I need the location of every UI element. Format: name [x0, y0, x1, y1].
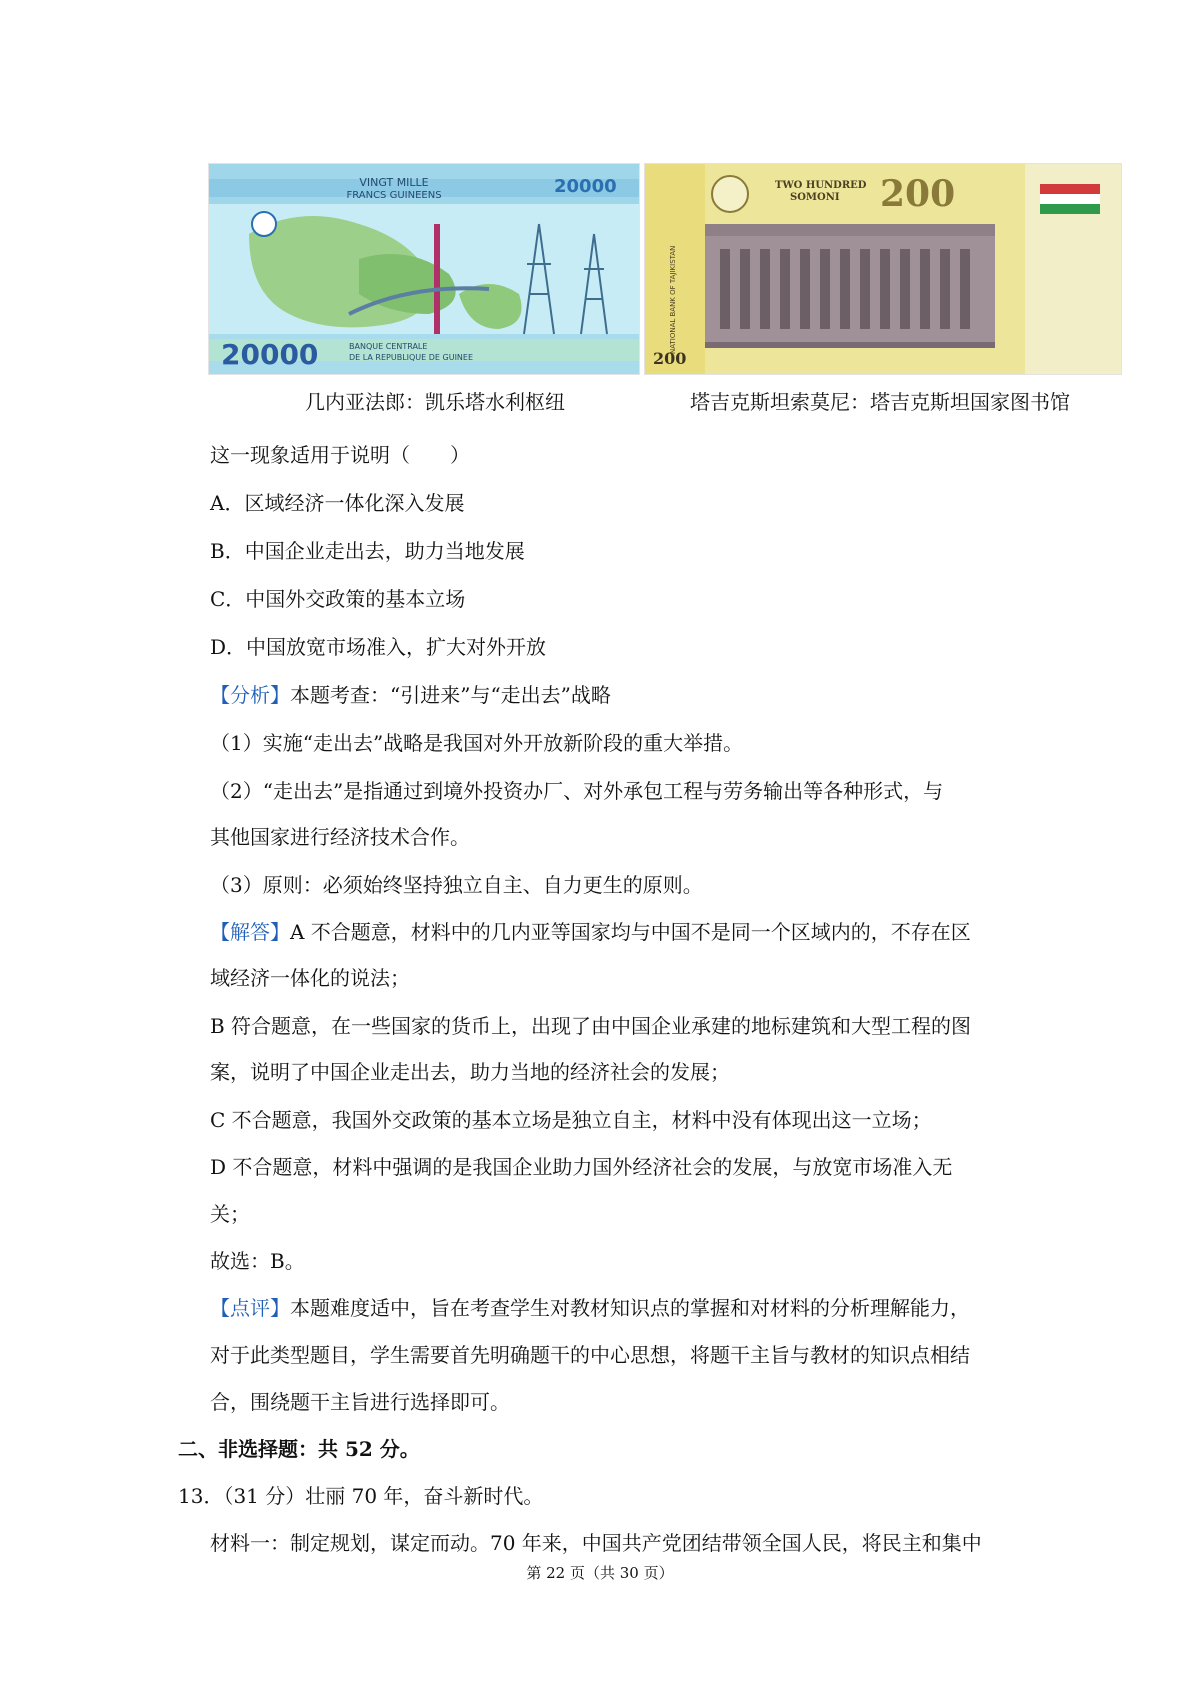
question-prompt: 这一现象适用于说明（ ） — [210, 443, 470, 467]
question-13-material: 材料一：制定规划，谋定而动。70 年来，中国共产党团结带领全国人民，将民主和集中 — [210, 1531, 982, 1555]
comment-line-2: 合，围绕题干主旨进行选择即可。 — [210, 1390, 510, 1414]
answer-tag: 【解答】 — [210, 920, 290, 944]
guinea-banknote-drawing — [209, 164, 639, 374]
answer-line-5: D 不合题意，材料中强调的是我国企业助力国外经济社会的发展，与放宽市场准入无 — [210, 1155, 953, 1179]
comment-tag: 【点评】 — [210, 1296, 290, 1320]
guinea-value-top: 20000 — [554, 176, 617, 197]
answer-line-7: 故选：B。 — [210, 1249, 305, 1273]
tajikistan-banknote-image — [644, 163, 1122, 375]
tajik-value-top: 200 — [880, 173, 956, 215]
answer-heading — [210, 918, 971, 946]
analysis-point-2: （2）“走出去”是指通过到境外投资办厂、对外承包工程与劳务输出等各种形式，与 — [210, 779, 944, 803]
answer-first: A 不合题意，材料中的几内亚等国家均与中国不是同一个区域内的，不存在区 — [290, 920, 971, 944]
option-b: B．中国企业走出去，助力当地发展 — [210, 539, 525, 563]
option-c: C．中国外交政策的基本立场 — [210, 587, 466, 611]
guinea-caption: 几内亚法郎：凯乐塔水利枢纽 — [305, 390, 565, 414]
answer-line-3: 案，说明了中国企业走出去，助力当地的经济社会的发展； — [210, 1060, 730, 1084]
option-a: A．区域经济一体化深入发展 — [210, 491, 465, 515]
analysis-point-2-cont: 其他国家进行经济技术合作。 — [210, 825, 470, 849]
comment-first: 本题难度适中，旨在考查学生对教材知识点的掌握和对材料的分析理解能力， — [290, 1296, 970, 1320]
guinea-value-bottom: 20000 — [221, 338, 319, 371]
tajik-side-text: NATIONAL BANK OF TAJIKISTAN — [669, 245, 677, 354]
analysis-point-1: （1）实施“走出去”战略是我国对外开放新阶段的重大举措。 — [210, 731, 744, 755]
question-13-title: 13．（31 分）壮丽 70 年，奋斗新时代。 — [178, 1484, 544, 1508]
answer-line-4: C 不合题意，我国外交政策的基本立场是独立自主，材料中没有体现出这一立场； — [210, 1108, 932, 1132]
analysis-tag: 【分析】 — [210, 683, 290, 707]
answer-line-2: B 符合题意，在一些国家的货币上，出现了由中国企业承建的地标建筑和大型工程的图 — [210, 1014, 972, 1038]
guinea-bank-2: DE LA REPUBLIQUE DE GUINEE — [349, 353, 474, 362]
page-footer: 第 22 页（共 30 页） — [526, 1564, 674, 1582]
comment-line-1: 对于此类型题目，学生需要首先明确题干的中心思想，将题干主旨与教材的知识点相结 — [210, 1343, 970, 1367]
tajik-note-text-1: TWO HUNDRED — [775, 180, 867, 191]
comment-heading — [210, 1294, 970, 1322]
tajikistan-caption: 塔吉克斯坦索莫尼：塔吉克斯坦国家图书馆 — [690, 390, 1070, 414]
analysis-point-3: （3）原则：必须始终坚持独立自主、自力更生的原则。 — [210, 873, 703, 897]
tajikistan-banknote-drawing — [645, 164, 1121, 374]
guinea-note-text-2: FRANCS GUINEENS — [346, 190, 442, 201]
guinea-banknote-image — [208, 163, 640, 375]
answer-line-1: 域经济一体化的说法； — [210, 966, 410, 990]
tajik-note-text-2: SOMONI — [790, 192, 840, 203]
section-title: 二、非选择题：共 52 分。 — [178, 1437, 420, 1461]
guinea-bank-1: BANQUE CENTRALE — [349, 342, 428, 351]
answer-line-6: 关； — [210, 1202, 250, 1226]
analysis-intro: 本题考查：“引进来”与“走出去”战略 — [290, 683, 611, 707]
analysis-heading — [210, 681, 611, 709]
guinea-note-text-1: VINGT MILLE — [359, 176, 429, 189]
option-d: D．中国放宽市场准入，扩大对外开放 — [210, 635, 547, 659]
tajik-value-bottom: 200 — [653, 349, 687, 368]
